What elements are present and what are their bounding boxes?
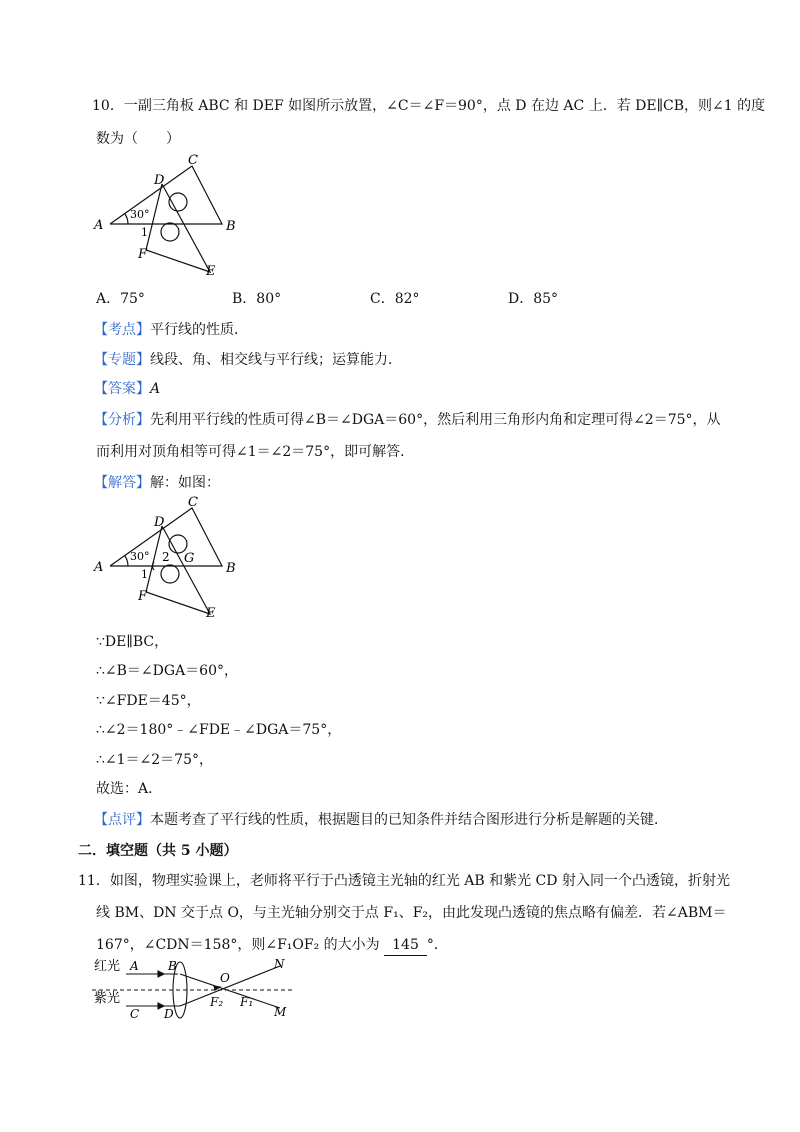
label-E: E [206,606,216,621]
label-purple-light: 紫光 [94,991,121,1006]
kaodian-text: 平行线的性质． [150,322,248,338]
label-D: D [154,173,165,188]
label-F: F [138,589,148,604]
step-4: ∴∠2＝180°﹣∠FDE﹣∠DGA＝75°， [96,722,342,738]
q11-lens-figure [92,956,302,1020]
daan-row [94,379,160,399]
kaodian-row [94,320,248,340]
label-B: B [226,219,236,234]
label-angle-30: 30° [130,550,150,563]
label-A: A [130,959,139,973]
label-M: M [274,1005,287,1019]
section-2-title: 二．填空题（共 5 小题） [78,843,238,859]
option-a: A．75° [96,291,145,307]
label-C: C [188,153,198,168]
q10-stem-line1: 10．一副三角板 ABC 和 DEF 如图所示放置，∠C＝∠F＝90°，点 D 在边 AC 上．若 DE∥CB，则∠1 的度 [92,98,766,114]
q11-line3-post: °． [426,937,448,953]
q11-line3 [96,935,448,956]
q10-stem-line2: 数为（ ） [96,131,180,147]
dianping-text: 本题考查了平行线的性质，根据题目的已知条件并结合图形进行分析是解题的关键． [150,812,668,828]
q10-figure-1 [92,152,252,280]
q10-figure-2 [92,494,252,622]
fenxi-line2: 而利用对顶角相等可得∠1＝∠2＝75°，即可解答． [96,444,415,460]
dianping-row [94,810,668,830]
step-1: ∵DE∥BC， [96,634,169,650]
label-red-light: 红光 [94,959,121,974]
fenxi-tag: 【分析】 [94,412,150,428]
label-B: B [168,959,177,973]
jieda-tag: 【解答】 [94,475,150,491]
jieda-text: 解：如图： [150,475,220,491]
label-A: A [94,218,104,233]
label-F: F [138,247,148,262]
jieda-row [94,473,220,493]
label-E: E [206,264,216,279]
fenxi-row [94,410,721,430]
label-angle-30: 30° [130,208,150,221]
label-G: G [184,551,195,566]
label-F2: F₂ [210,995,224,1009]
label-D: D [154,515,165,530]
option-b: B．80° [232,291,282,307]
dianping-tag: 【点评】 [94,812,150,828]
step-2: ∴∠B＝∠DGA＝60°， [96,663,238,679]
daan-text: A [150,381,161,397]
option-d: D．85° [508,291,559,307]
label-A: A [94,560,104,575]
label-angle-2: 2 [162,550,170,564]
zhuanti-row [94,350,402,370]
option-c: C．82° [370,291,420,307]
step-6: 故选：A． [96,781,163,797]
label-O: O [220,971,230,985]
label-angle-1: 1 [141,226,148,239]
label-F1: F₁ [240,995,254,1009]
label-N: N [274,957,285,971]
label-D: D [164,1007,174,1020]
q11-answer-blank: 145 [384,935,427,956]
kaodian-tag: 【考点】 [94,322,150,338]
zhuanti-text: 线段、角、相交线与平行线；运算能力． [150,352,402,368]
zhuanti-tag: 【专题】 [94,352,150,368]
label-B: B [226,561,236,576]
step-3: ∵∠FDE＝45°， [96,693,201,709]
q11-line3-pre: 167°，∠CDN＝158°，则∠F₁OF₂ 的大小为 [96,937,380,953]
q11-line1: 11．如图，物理实验课上，老师将平行于凸透镜主光轴的红光 AB 和紫光 CD 射入同一个凸透镜，折射光 [78,873,730,889]
label-angle-1: 1 [141,568,148,581]
step-5: ∴∠1＝∠2＝75°， [96,752,213,768]
q11-line2: 线 BM、DN 交于点 O，与主光轴分别交于点 F₁、F₂，由此发现凸透镜的焦点略有偏差．若∠ABM＝ [96,905,727,921]
label-C: C [188,495,198,510]
fenxi-line1: 先利用平行线的性质可得∠B＝∠DGA＝60°，然后利用三角形内角和定理可得∠2＝75°，从 [150,412,721,428]
daan-tag: 【答案】 [94,381,150,397]
label-C: C [130,1007,140,1020]
